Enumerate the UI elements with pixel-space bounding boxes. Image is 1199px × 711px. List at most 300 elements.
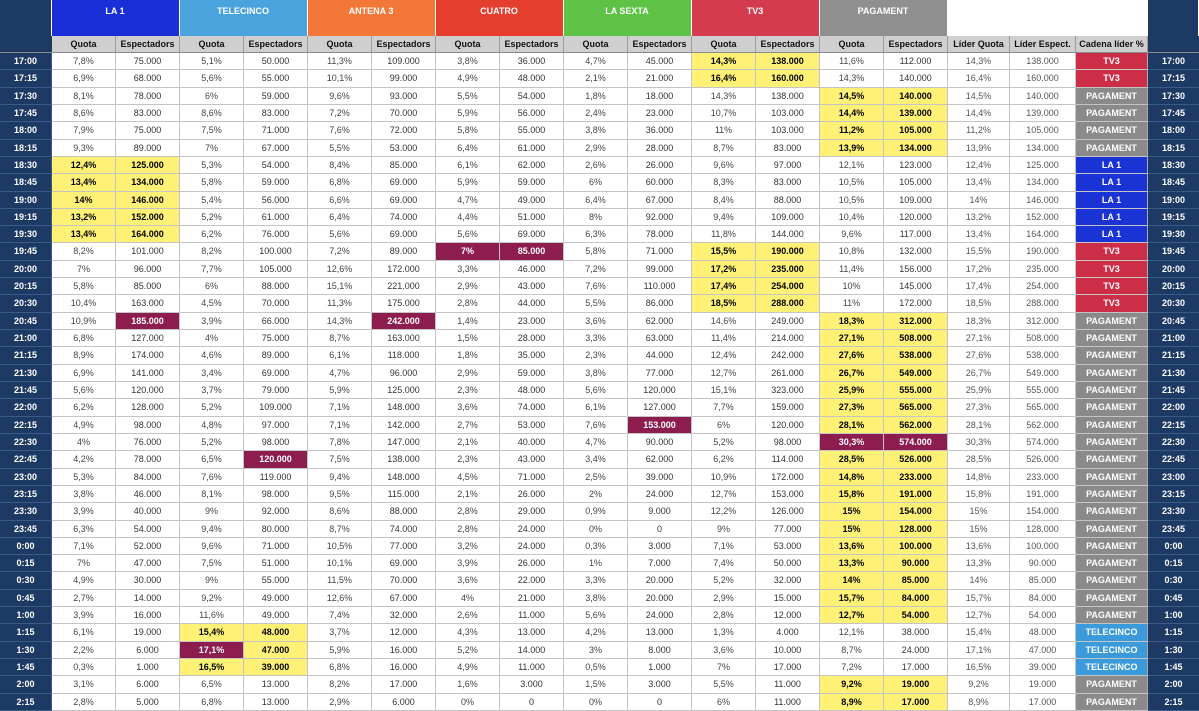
quota-cell: 12,7% [820,607,884,624]
quota-cell: 7,7% [692,399,756,416]
header-spacer [1148,36,1199,53]
espectadors-cell: 54.000 [500,88,564,105]
espectadors-cell: 59.000 [244,174,308,191]
quota-cell: 9% [180,503,244,520]
quota-cell: 4,7% [564,434,628,451]
leader-quota-cell: 9,2% [948,676,1010,693]
time-cell-right: 22:15 [1148,417,1199,434]
column-header: Espectadors [244,36,308,53]
espectadors-cell: 89.000 [372,243,436,260]
espectadors-cell: 0 [628,694,692,711]
quota-cell: 13,4% [52,174,116,191]
quota-cell: 7% [436,243,500,260]
espectadors-cell: 60.000 [628,174,692,191]
espectadors-cell: 71.000 [244,538,308,555]
espectadors-cell: 61.000 [500,140,564,157]
time-cell-right: 18:45 [1148,174,1199,191]
quota-cell: 15,8% [820,486,884,503]
quota-cell: 11,8% [692,226,756,243]
leader-channel-cell: TV3 [1076,70,1148,87]
espectadors-cell: 0 [500,694,564,711]
quota-cell: 14% [52,192,116,209]
column-header: Quota [52,36,116,53]
leader-espectadors-cell: 140.000 [1010,88,1076,105]
quota-cell: 14,3% [692,88,756,105]
espectadors-cell: 67.000 [372,590,436,607]
leader-quota-cell: 13,3% [948,555,1010,572]
time-cell-right: 20:45 [1148,313,1199,330]
quota-cell: 2,8% [436,295,500,312]
time-cell-right: 23:45 [1148,521,1199,538]
table-row [0,192,1199,209]
table-row [0,70,1199,87]
quota-cell: 0% [564,694,628,711]
time-cell-right: 17:00 [1148,53,1199,70]
espectadors-cell: 83.000 [116,105,180,122]
espectadors-cell: 526.000 [884,451,948,468]
quota-cell: 15,1% [308,278,372,295]
quota-cell: 7,6% [564,417,628,434]
leader-quota-cell: 17,4% [948,278,1010,295]
time-cell: 1:00 [0,607,52,624]
espectadors-cell: 46.000 [500,261,564,278]
espectadors-cell: 11.000 [756,694,820,711]
quota-cell: 12,4% [692,347,756,364]
espectadors-cell: 55.000 [244,572,308,589]
espectadors-cell: 23.000 [500,313,564,330]
espectadors-cell: 14.000 [500,642,564,659]
table-row [0,365,1199,382]
quota-cell: 2,9% [436,278,500,295]
quota-cell: 13,2% [52,209,116,226]
quota-cell: 10,8% [820,243,884,260]
quota-cell: 6% [692,694,756,711]
espectadors-cell: 98.000 [244,486,308,503]
quota-cell: 2,1% [436,434,500,451]
espectadors-cell: 24.000 [884,642,948,659]
time-cell-right: 23:30 [1148,503,1199,520]
espectadors-cell: 99.000 [372,70,436,87]
quota-cell: 8,7% [308,330,372,347]
espectadors-cell: 84.000 [884,590,948,607]
quota-cell: 27,6% [820,347,884,364]
leader-espectadors-cell: 105.000 [1010,122,1076,139]
quota-cell: 7% [180,140,244,157]
quota-cell: 6,2% [52,399,116,416]
time-cell-right: 19:00 [1148,192,1199,209]
quota-cell: 6,2% [180,226,244,243]
espectadors-cell: 90.000 [884,555,948,572]
leader-quota-cell: 14,5% [948,88,1010,105]
time-cell-right: 17:30 [1148,88,1199,105]
quota-cell: 12,6% [308,590,372,607]
quota-cell: 6,6% [308,192,372,209]
espectadors-cell: 55.000 [500,122,564,139]
espectadors-cell: 88.000 [244,278,308,295]
quota-cell: 4,5% [436,469,500,486]
quota-cell: 10,5% [820,174,884,191]
quota-cell: 2,3% [564,347,628,364]
espectadors-cell: 59.000 [500,365,564,382]
column-header: Espectadors [500,36,564,53]
quota-cell: 0,3% [564,538,628,555]
quota-cell: 3,6% [436,572,500,589]
quota-cell: 7,2% [820,659,884,676]
espectadors-cell: 78.000 [628,226,692,243]
quota-cell: 6% [564,174,628,191]
espectadors-cell: 67.000 [628,192,692,209]
quota-cell: 9,3% [52,140,116,157]
quota-cell: 10,4% [820,209,884,226]
quota-cell: 9,4% [180,521,244,538]
leader-channel-cell: LA 1 [1076,192,1148,209]
quota-cell: 5,6% [564,382,628,399]
quota-cell: 8,2% [52,243,116,260]
quota-cell: 4,5% [180,295,244,312]
quota-cell: 11,3% [308,53,372,70]
column-header: Quota [308,36,372,53]
espectadors-cell: 118.000 [372,347,436,364]
espectadors-cell: 11.000 [756,676,820,693]
quota-cell: 4,2% [564,624,628,641]
leader-quota-cell: 15% [948,521,1010,538]
espectadors-cell: 549.000 [884,365,948,382]
quota-cell: 11% [692,122,756,139]
quota-cell: 11,6% [820,53,884,70]
quota-cell: 3,6% [692,642,756,659]
quota-cell: 1,5% [436,330,500,347]
quota-cell: 4,2% [52,451,116,468]
espectadors-cell: 68.000 [116,70,180,87]
quota-cell: 6,9% [52,70,116,87]
quota-cell: 7,6% [308,122,372,139]
leader-espectadors-cell: 565.000 [1010,399,1076,416]
espectadors-cell: 10.000 [756,642,820,659]
espectadors-cell: 40.000 [500,434,564,451]
quota-cell: 2,3% [436,451,500,468]
espectadors-cell: 127.000 [116,330,180,347]
time-cell: 23:30 [0,503,52,520]
quota-cell: 4,7% [436,192,500,209]
leader-channel-cell: PAGAMENT [1076,417,1148,434]
time-cell-right: 1:30 [1148,642,1199,659]
espectadors-cell: 76.000 [244,226,308,243]
quota-cell: 7,1% [52,538,116,555]
channel-name: TV3 [746,6,764,16]
espectadors-cell: 160.000 [756,70,820,87]
espectadors-cell: 80.000 [244,521,308,538]
quota-cell: 9,6% [820,226,884,243]
leader-quota-cell: 12,7% [948,607,1010,624]
quota-cell: 5,2% [180,434,244,451]
table-row [0,53,1199,70]
header-blank [948,0,1148,36]
quota-cell: 11,4% [820,261,884,278]
column-header: Quota [692,36,756,53]
espectadors-cell: 11.000 [500,659,564,676]
quota-cell: 5,4% [180,192,244,209]
column-header: Cadena líder % [1076,36,1148,53]
time-cell: 1:15 [0,624,52,641]
time-cell: 20:00 [0,261,52,278]
quota-cell: 8,4% [308,157,372,174]
espectadors-cell: 77.000 [628,365,692,382]
leader-espectadors-cell: 134.000 [1010,140,1076,157]
quota-cell: 4% [52,434,116,451]
column-header: Espectadors [372,36,436,53]
leader-channel-cell: LA 1 [1076,226,1148,243]
espectadors-cell: 85.000 [372,157,436,174]
espectadors-cell: 142.000 [372,417,436,434]
quota-cell: 11,5% [308,572,372,589]
espectadors-cell: 74.000 [372,209,436,226]
channel-name: LA 1 [105,6,125,16]
espectadors-cell: 24.000 [628,486,692,503]
quota-cell: 17,4% [692,278,756,295]
quota-cell: 7,1% [308,417,372,434]
espectadors-cell: 22.000 [500,572,564,589]
leader-espectadors-cell: 39.000 [1010,659,1076,676]
channel-name: TELECINCO [216,6,269,16]
leader-channel-cell: LA 1 [1076,174,1148,191]
espectadors-cell: 0 [628,521,692,538]
quota-cell: 8,7% [692,140,756,157]
quota-cell: 5,9% [308,382,372,399]
espectadors-cell: 53.000 [756,538,820,555]
time-cell: 21:15 [0,347,52,364]
time-cell-right: 21:30 [1148,365,1199,382]
quota-cell: 4,9% [52,417,116,434]
quota-cell: 8,9% [52,347,116,364]
espectadors-cell: 153.000 [628,417,692,434]
espectadors-cell: 45.000 [628,53,692,70]
quota-cell: 3,4% [180,365,244,382]
quota-cell: 15,7% [820,590,884,607]
time-cell-right: 19:15 [1148,209,1199,226]
espectadors-cell: 172.000 [756,469,820,486]
quota-cell: 6,3% [52,521,116,538]
espectadors-cell: 50.000 [756,555,820,572]
espectadors-cell: 54.000 [244,157,308,174]
espectadors-cell: 172.000 [884,295,948,312]
quota-cell: 5,6% [180,70,244,87]
time-cell: 20:15 [0,278,52,295]
quota-cell: 30,3% [820,434,884,451]
espectadors-cell: 47.000 [244,642,308,659]
leader-quota-cell: 14,4% [948,105,1010,122]
espectadors-cell: 146.000 [116,192,180,209]
leader-espectadors-cell: 288.000 [1010,295,1076,312]
quota-cell: 4,9% [436,659,500,676]
quota-cell: 9% [180,572,244,589]
quota-cell: 8,6% [308,503,372,520]
espectadors-cell: 1.000 [116,659,180,676]
leader-channel-cell: PAGAMENT [1076,122,1148,139]
channel-header-pagament [820,0,948,36]
espectadors-cell: 89.000 [244,347,308,364]
quota-cell: 1,8% [436,347,500,364]
leader-espectadors-cell: 19.000 [1010,676,1076,693]
time-cell-right: 21:15 [1148,347,1199,364]
quota-cell: 7,8% [52,53,116,70]
table-row [0,382,1199,399]
espectadors-cell: 100.000 [884,538,948,555]
time-cell: 23:00 [0,469,52,486]
quota-cell: 4,9% [436,70,500,87]
espectadors-cell: 21.000 [500,590,564,607]
espectadors-cell: 159.000 [756,399,820,416]
quota-cell: 26,7% [820,365,884,382]
espectadors-cell: 9.000 [628,503,692,520]
quota-cell: 10,7% [692,105,756,122]
espectadors-cell: 70.000 [244,295,308,312]
time-cell: 20:30 [0,295,52,312]
quota-cell: 11,4% [692,330,756,347]
column-header: Líder Espect. [1010,36,1076,53]
quota-cell: 9,4% [308,469,372,486]
quota-cell: 2,6% [564,157,628,174]
espectadors-cell: 574.000 [884,434,948,451]
espectadors-cell: 15.000 [756,590,820,607]
espectadors-cell: 44.000 [628,347,692,364]
quota-cell: 7,1% [692,538,756,555]
espectadors-cell: 13.000 [628,624,692,641]
quota-cell: 10% [820,278,884,295]
channel-name: CUATRO [480,6,518,16]
table-row [0,140,1199,157]
time-cell: 19:45 [0,243,52,260]
leader-channel-cell: PAGAMENT [1076,503,1148,520]
quota-cell: 7% [52,261,116,278]
espectadors-cell: 96.000 [116,261,180,278]
quota-cell: 0% [564,521,628,538]
espectadors-cell: 13.000 [244,676,308,693]
quota-cell: 8,3% [692,174,756,191]
table-row [0,521,1199,538]
espectadors-cell: 120.000 [884,209,948,226]
espectadors-cell: 69.000 [372,226,436,243]
leader-channel-cell: PAGAMENT [1076,676,1148,693]
espectadors-cell: 56.000 [244,192,308,209]
espectadors-cell: 74.000 [500,399,564,416]
quota-cell: 7,4% [308,607,372,624]
leader-espectadors-cell: 574.000 [1010,434,1076,451]
quota-cell: 5,8% [180,174,244,191]
leader-espectadors-cell: 154.000 [1010,503,1076,520]
espectadors-cell: 6.000 [116,642,180,659]
quota-cell: 13,9% [820,140,884,157]
leader-channel-cell: PAGAMENT [1076,486,1148,503]
leader-espectadors-cell: 191.000 [1010,486,1076,503]
espectadors-cell: 3.000 [500,676,564,693]
time-cell-right: 0:30 [1148,572,1199,589]
quota-cell: 7,2% [308,243,372,260]
quota-cell: 6,4% [308,209,372,226]
espectadors-cell: 93.000 [372,88,436,105]
espectadors-cell: 105.000 [884,122,948,139]
quota-cell: 18,3% [820,313,884,330]
quota-cell: 28,1% [820,417,884,434]
quota-cell: 5,5% [436,88,500,105]
espectadors-cell: 120.000 [244,451,308,468]
espectadors-cell: 70.000 [372,105,436,122]
leader-channel-cell: PAGAMENT [1076,313,1148,330]
time-cell-right: 20:15 [1148,278,1199,295]
espectadors-cell: 214.000 [756,330,820,347]
espectadors-cell: 141.000 [116,365,180,382]
time-cell: 18:00 [0,122,52,139]
table-row [0,105,1199,122]
leader-channel-cell: PAGAMENT [1076,399,1148,416]
table-row [0,624,1199,641]
time-cell: 0:15 [0,555,52,572]
espectadors-cell: 69.000 [372,174,436,191]
espectadors-cell: 74.000 [372,521,436,538]
espectadors-cell: 88.000 [372,503,436,520]
time-cell: 23:15 [0,486,52,503]
espectadors-cell: 538.000 [884,347,948,364]
leader-quota-cell: 27,6% [948,347,1010,364]
leader-quota-cell: 14,3% [948,53,1010,70]
espectadors-cell: 72.000 [372,122,436,139]
espectadors-cell: 56.000 [500,105,564,122]
leader-quota-cell: 13,4% [948,226,1010,243]
quota-cell: 2,3% [436,382,500,399]
quota-cell: 4,7% [564,53,628,70]
quota-cell: 6% [180,278,244,295]
leader-quota-cell: 14,8% [948,469,1010,486]
espectadors-cell: 90.000 [628,434,692,451]
table-row [0,503,1199,520]
espectadors-cell: 35.000 [500,347,564,364]
espectadors-cell: 12.000 [372,624,436,641]
espectadors-cell: 147.000 [372,434,436,451]
quota-cell: 2,4% [564,105,628,122]
leader-quota-cell: 28,5% [948,451,1010,468]
quota-cell: 9% [692,521,756,538]
quota-cell: 6,1% [436,157,500,174]
espectadors-cell: 120.000 [116,382,180,399]
table-row [0,226,1199,243]
time-cell: 22:45 [0,451,52,468]
quota-cell: 2,8% [436,503,500,520]
espectadors-cell: 120.000 [756,417,820,434]
time-cell: 21:30 [0,365,52,382]
leader-channel-cell: TELECINCO [1076,642,1148,659]
espectadors-cell: 109.000 [756,209,820,226]
quota-cell: 12,2% [692,503,756,520]
espectadors-cell: 83.000 [756,174,820,191]
quota-cell: 28,5% [820,451,884,468]
espectadors-cell: 89.000 [116,140,180,157]
time-cell: 19:15 [0,209,52,226]
leader-espectadors-cell: 555.000 [1010,382,1076,399]
leader-espectadors-cell: 17.000 [1010,694,1076,711]
quota-cell: 10,5% [820,192,884,209]
quota-cell: 1,4% [436,313,500,330]
quota-cell: 7,1% [308,399,372,416]
quota-cell: 5,5% [692,676,756,693]
channel-name: ANTENA 3 [348,6,394,16]
espectadors-cell: 156.000 [884,261,948,278]
time-cell: 18:30 [0,157,52,174]
quota-cell: 8,1% [180,486,244,503]
espectadors-cell: 97.000 [244,417,308,434]
espectadors-cell: 288.000 [756,295,820,312]
espectadors-cell: 43.000 [500,278,564,295]
quota-cell: 12,7% [692,365,756,382]
time-cell-right: 21:00 [1148,330,1199,347]
